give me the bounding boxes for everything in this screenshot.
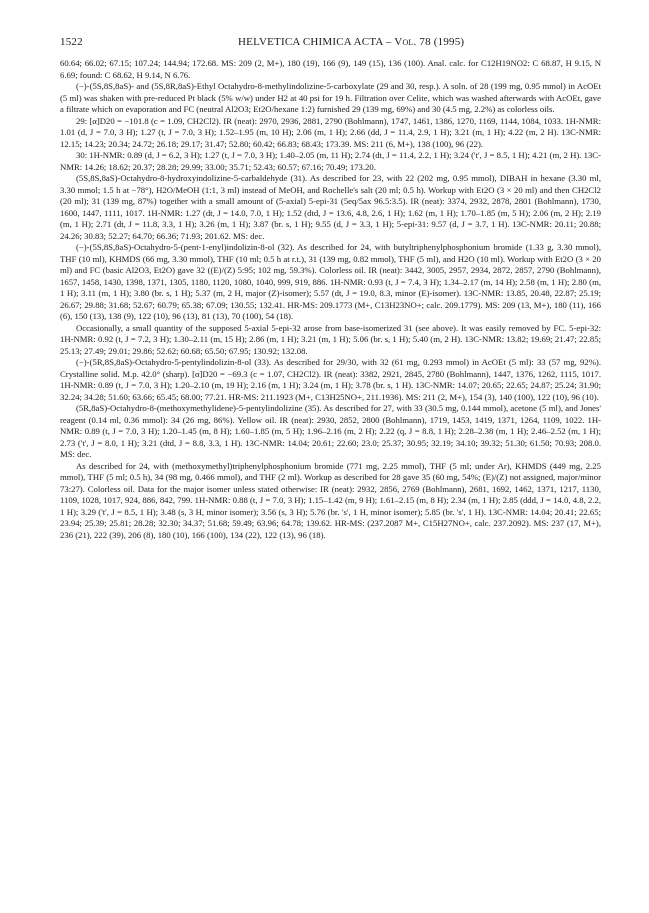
paragraph-2: (−)-(5S,8S,8aS)- and (5S,8R,8aS)-Ethyl Octahydro-8-methylindolizine-5-carboxylate (29 and 30, resp.). A soln. of 28 (199 mg, 0.95 mmol) in AcOEt (5 ml) was shaken with pre-reduced Pt black (5% w/w) under H2 at 40 psi for 19 h. Filtration over Celite, which was washed afterwards with AcOEt, gave a filtrate which on evaporation and FC (neutral Al2O3; Et2O/hexane 1:2) furnished 29 (139 mg, 69%) and 30 (4.5 mg, 2.2%) as colorless oils. (60, 81, 601, 114)
article-body (60, 58, 601, 541)
paragraph-8: (−)-(5R,8S,8aS)-Octahydro-5-pentylindolizin-8-ol (33). As described for 29/30, with 32 (61 mg, 0.293 mmol) in AcOEt (5 ml): 33 (57 mg, 92%). Crystalline solid. M.p. 42.0° (sharp). [α]D20 = −69.3 (c = 1.07, CH2Cl2). IR (neat): 3382, 2921, 2845, 2780 (Bohlmann), 1447, 1376, 1262, 1115, 1017. 1H-NMR: 0.89 (t, J = 7.0, 3 H); 1.20–2.10 (m, 19 H); 2.16 (m, 1 H); 3.24 (m, 1 H); 3.78 (br. s, 1 H). 13C-NMR: 14.07; 20.65; 22.65; 24.87; 25.24; 31.90; 32.24; 34.28; 51.60; 63.66; 65.45; 68.00; 77.21. HR-MS: 211.1923 (M+, C13H25NO+, 211.1936). MS: 211 (2, M+), 154 (3), 140 (100), 122 (10), 96 (10). (60, 357, 601, 402)
paragraph-4: 30: 1H-NMR: 0.89 (d, J = 6.2, 3 H); 1.27 (t, J = 7.0, 3 H); 1.40–2.05 (m, 11 H); 2.74 (dt, J = 11.4, 2.2, 1 H); 3.24 ('t', J = 8.5, 1 H); 4.21 (m, 2 H). 13C-NMR: 14.26; 18.62; 20.37; 28.28; 29.99; 33.00; 35.71; 52.43; 60.57; 67.16; 70.49; 173.20. (60, 150, 601, 172)
paragraph-1: 60.64; 66.02; 67.15; 107.24; 144.94; 172.68. MS: 209 (2, M+), 180 (19), 166 (9), 149 (15), 136 (100). Anal. calc. for C12H19NO2: C 68.87, H 9.15, N 6.69; found: C 68.62, H 9.14, N 6.76. (60, 58, 601, 80)
paragraph-5: (5S,8S,8aS)-Octahydro-8-hydroxyindolizine-5-carbaldehyde (31). As described for 23, with 22 (202 mg, 0.95 mmol), DIBAH in hexane (3.30 ml, 3.30 mmol; 1.5 h at −78°), H2O/MeOH (1:1, 3 ml) instead of MeOH, and Rochelle's salt (20 ml; 0.5 h). Workup with Et2O (3 × 20 ml) and then CH2Cl2 (20 ml); 31 (139 mg, 87%) together with a small amount of (5-axial) 5-epi-31 (5eq/5ax 96.5:3.5). IR (neat): 3374, 2932, 2878, 2801 (Bohlmann), 1730, 1600, 1447, 1111, 1017. 1H-NMR: 1.27 (dt, J = 14.0, 7.0, 1 H); 1.52 (dtd, J = 13.6, 4.8, 2.6, 1 H); 1.62 (m, 1 H); 1.70–1.85 (m, 5 H); 2.06 (m, 2 H); 2.19 (m, 1 H); 2.71 (dt, J = 11.8, 3.3, 1 H); 3.26 (m, 1 H); 3.87 (br. s, 1 H); 9.55 (d, J = 3.3, 1 H); 5-epi-31: 9.57 (d, J = 3.7, 1 H). 13C-NMR: 20.11; 20.88; 24.26; 30.83; 52.27; 64.70; 66.36; 71.93; 201.62. MS: dec. (60, 173, 601, 241)
paragraph-3: 29: [α]D20 = −101.8 (c = 1.09, CH2Cl2). IR (neat): 2970, 2936, 2881, 2790 (Bohlmann), 1747, 1461, 1386, 1270, 1169, 1144, 1084, 1033. 1H-NMR: 1.01 (d, J = 7.0, 3 H); 1.27 (t, J = 7.0, 3 H); 1.52–1.95 (m, 10 H); 2.06 (m, 1 H); 2.66 (dd, J = 11.4, 2.9, 1 H); 3.21 (m, 1 H); 4.22 (m, 2 H). 13C-NMR: 12.15; 14.23; 20.34; 24.72; 26.18; 29.17; 31.47; 52.80; 60.42; 66.83; 68.43; 173.39. MS: 211 (6, M+), 138 (100), 96 (22). (60, 115, 601, 149)
paragraph-7: Occasionally, a small quantity of the supposed 5-axial 5-epi-32 arose from base-isomerized 31 (see above). It was easily removed by FC. 5-epi-32: 1H-NMR: 0.92 (t, J = 7.2, 3 H); 1.30–2.11 (m, 15 H); 2.86 (m, 1 H); 3.21 (m, 1 H); 5.06 (br. s, 1 H); 5.40 (m, 2 H). 13C-NMR: 13.82; 19.69; 21.47; 22.85; 25.13; 27.49; 29.01; 29.86; 52.62; 60.68; 65.50; 67.95; 130.92; 132.08. (60, 322, 601, 356)
paragraph-10: As described for 24, with (methoxymethyl)triphenylphosphonium bromide (771 mg, 2.25 mmol), THF (5 ml; under Ar), KHMDS (449 mg, 2.25 mmol), THF (5 ml; 0.5 h), 34 (98 mg, 0.466 mmol), and THF (2 ml). Workup as described for 28 gave 35 (60 mg, 54%; (E)/(Z) not assigned, major/minor 73:27). Colorless oil. Data for the major isomer unless stated otherwise: IR (neat): 2932, 2856, 2769 (Bohlmann), 2681, 1692, 1462, 1371, 1217, 1130, 1109, 1028, 1017, 924, 886, 842, 799. 1H-NMR: 0.88 (t, J = 7.0, 3 H); 1.15–1.42 (m, 9 H); 1.61–2.15 (m, 8 H); 2.34 (m, 1 H); 2.85 (ddd, J = 14.0, 4.8, 2.2, 1 H); 3.29 ('t', J = 8.5, 1 H); 3.48 (s, 3 H, minor isomer); 3.56 (s, 3 H); 5.76 (br. 's', 1 H, minor isomer); 5.85 (br. 's', 1 H). 13C-NMR: 14.04; 20.41; 22.65; 23.94; 25.39; 25.81; 28.28; 32.30; 34.37; 51.68; 59.49; 63.96; 64.78; 139.62. HR-MS: (237.2087 M+, C15H27NO+, calc. 237.2092). MS: 237 (17, M+), 236 (21), 222 (39), 206 (8), 180 (10), 166 (100), 134 (22), 122 (13), 96 (18). (60, 460, 601, 540)
page-number: 1522 (60, 36, 83, 48)
paragraph-9: (5R,8aS)-Octahydro-8-(methoxymethylidene)-5-pentylindolizine (35). As described for 27, with 33 (30.5 mg, 0.144 mmol), acetone (5 ml), and Jones' reagent (0.14 ml, 0.36 mmol): 34 (26 mg, 86%). Yellow oil. IR (neat): 2930, 2852, 2800 (Bohlmann), 1719, 1453, 1419, 1371, 1264, 1109, 1022. 1H-NMR: 0.89 (t, J = 7.0, 3 H); 1.20–1.45 (m, 8 H); 1.60–1.85 (m, 5 H); 1.96–2.16 (m, 2 H); 2.22 (q, J = 8.8, 1 H); 2.28–2.38 (m, 1 H); 2.46–2.52 (m, 1 H); 2.73 ('t', J = 8.0, 1 H); 3.21 (dtd, J = 8.8, 3.3, 1 H). 13C-NMR: 14.04; 20.61; 22.60; 23.0; 25.37; 30.95; 32.19; 34.10; 39.32; 51.30; 61.50; 70.93; 208.0. MS: dec. (60, 403, 601, 459)
paragraph-6: (−)-(5S,8S,8aS)-Octahydro-5-(pent-1-enyl)indolizin-8-ol (32). As described for 24, with butyltriphenylphosphonium bromide (1.33 g, 3.30 mmol), THF (10 ml), KHMDS (66 mg, 3.30 mmol), THF (10 ml; 0.5 h at r.t.), 31 (139 mg, 0.82 mmol), THF (5 ml), and H2O (10 ml). Workup with Et2O (3 × 20 ml) and FC (basic Al2O3, Et2O) gave 32 ((E)/(Z) 5:95; 102 mg, 59.3%). Colorless oil. IR (neat): 3442, 3005, 2957, 2934, 2872, 2857, 2790 (Bohlmann), 1657, 1458, 1430, 1398, 1371, 1305, 1180, 1120, 1080, 1040, 999, 919, 886. 1H-NMR: 0.93 (t, J = 7.4, 3 H); 1.34–2.17 (m, 14 H); 2.58 (m, 1 H); 2.80 (m, 1 H); 3.11 (m, 1 H); 3.80 (br. s, 1 H); 5.37 (m, 2 H, major (Z)-isomer); 5.57 (dt, J = 19.0, 8.3, minor (E)-isomer). 13C-NMR: 13.85, 20.48, 22.87; 25.19; 26.67; 29.88; 31.68; 52.67; 60.79; 65.38; 67.09; 130.55; 132.41. HR-MS: 209.1773 (M+, C13H23NO+; calc. 209.1779). MS: 209 (13, M+), 180 (11), 166 (6), 150 (13), 138 (9), 122 (10), 96 (13), 81 (13), 70 (100), 54 (18). (60, 242, 601, 321)
page-header (60, 36, 601, 48)
running-head: HELVETICA CHIMICA ACTA – Vol. 78 (1995) (238, 36, 465, 48)
